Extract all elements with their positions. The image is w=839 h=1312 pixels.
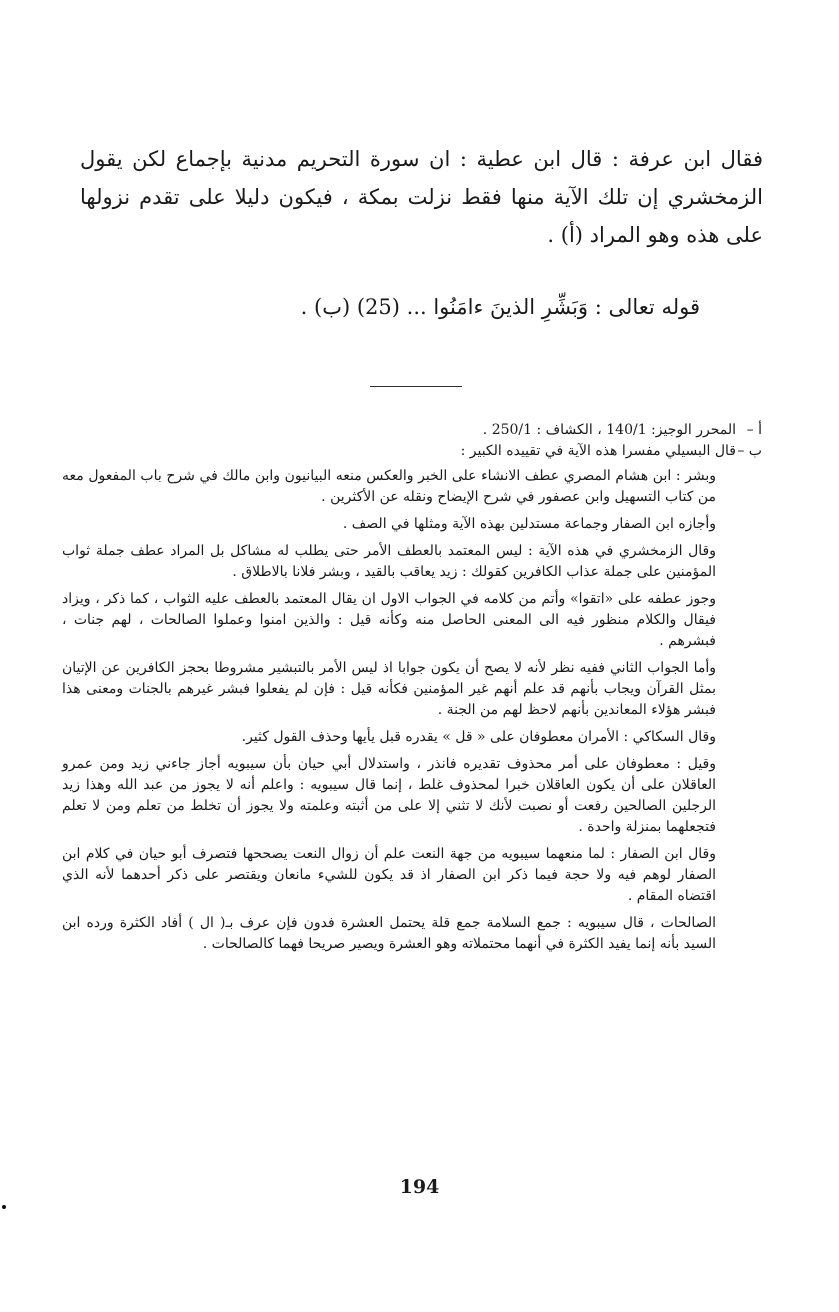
quote-paragraph: وجوز عطفه على «اتقوا» وأتم من كلامه في الجواب الاول ان يقال المعتمد بالعطف عليه الثواب ، كما ذكر ، ويزاد فيقال والكلام منظور فيه الى المعنى الحاصل منه وكأنه قيل : والذين امنوا وعملوا الصالحات ، لهم جنات ، فبشرهم . bbox=[62, 591, 716, 649]
quote-paragraph: وأما الجواب الثاني ففيه نظر لأنه لا يصح أن يكون جوابا اذ ليس الأمر بالتبشير مشروطا بحجز الكافرين عن الإتيان بمثل القرآن ويجاب بأنهم قد علم أنهم غير المؤمنين فكأنه قيل : فإن لم يفعلوا فبشر غيرهم بالجنات ومعنى هذا فبشر هؤلاء المعاندين بأنهم لاحظ لهم من الجنة . bbox=[62, 660, 717, 718]
verse-line: قوله تعالى : وَبَشِّرِ الذينَ ءامَنُوا ... (25) (ب) . bbox=[300, 295, 700, 319]
footnote-b-intro: قال البسيلي مفسرا هذه الآية في تقييده الكبير : bbox=[460, 443, 736, 459]
main-paragraph: فقال ابن عرفة : قال ابن عطية : ان سورة التحريم مدنية بإجماع لكن يقول الزمخشري إن تلك الآية منها فقط نزلت بمكة ، فيكون دليلا على تقدم نزولها على هذه وهو المراد (أ) . bbox=[80, 147, 763, 247]
margin-mark bbox=[2, 1205, 6, 1209]
footnotes-section bbox=[62, 420, 762, 961]
quote-paragraph: وقيل : معطوفان على أمر محذوف تقديره فانذر ، واستدلال أبي حيان بأن سيبويه أجاز جاءني زيد ومن عمرو العاقلان على أن يكون العاقلان خبرا لمحذوف غلط ، إنما قال سيبويه : واعلم أنه لا يجوز من عبد الله وهذا زيد الرجلين الصالحين رفعت أو نصبت لأنك لا تثني إلا على من أثبته وعلمته ولا يجوز أن تخلط من تعلم ومن لا تعلم فتجعلهما بمنزلة واحدة . bbox=[62, 756, 716, 835]
quote-paragraph: وبشر : ابن هشام المصري عطف الانشاء على الخبر والعكس منعه البيانيون وابن مالك في شرح باب المفعول معه من كتاب التسهيل وابن عصفور في شرح الإيضاح ونقله عن الأكثرين . bbox=[62, 468, 716, 505]
footnote-separator bbox=[370, 386, 462, 387]
quote-paragraph: وأجازه ابن الصفار وجماعة مستدلين بهذه الآية ومثلها في الصف . bbox=[342, 516, 716, 532]
footnote-a-text: المحرر الوجيز: 140/1 ، الكشاف : 250/1 . bbox=[482, 422, 736, 438]
quote-paragraph: وقال ابن الصفار : لما منعهما سيبويه من جهة النعت علم أن زوال النعت يصححها فتصرف أبو حيان في كلام ابن الصفار لوهم فيه ولا حجة فيما ذكر ابن الصفار اذ قد يكون للشيء مانعان ويقتصر على ذكر أحدهما لأنه الذي اقتضاه المقام . bbox=[62, 846, 716, 904]
quote-paragraph: وقال الزمخشري في هذه الآية : ليس المعتمد بالعطف الأمر حتى يطلب له مشاكل بل المراد عطف جملة ثواب المؤمنين على جملة عذاب الكافرين كقولك : زيد يعاقب بالقيد ، وبشر فلانا بالاطلاق . bbox=[62, 543, 716, 580]
footnote-b-marker: ب – bbox=[737, 443, 762, 459]
page-number: 194 bbox=[399, 1176, 440, 1198]
quote-paragraph: وقال السكاكي : الأمران معطوفان على « قل » يقدره قبل يأيها وحذف القول كثير. bbox=[241, 729, 716, 745]
footnote-a-marker: أ – bbox=[746, 422, 762, 438]
main-text-block bbox=[80, 140, 763, 254]
footnote-a bbox=[62, 420, 762, 441]
quote-paragraph: الصالحات ، قال سيبويه : جمع السلامة جمع قلة يحتمل العشرة فدون فإن عرف بـ( ال ) أفاد الكثرة ورده ابن السيد بأنه إنما يفيد الكثرة في أنهما محتملاته وهو العشرة ويصير صريحا فهما كالصالحات . bbox=[62, 915, 716, 952]
footnote-b-quote bbox=[62, 466, 716, 955]
footnote-b bbox=[62, 441, 762, 462]
